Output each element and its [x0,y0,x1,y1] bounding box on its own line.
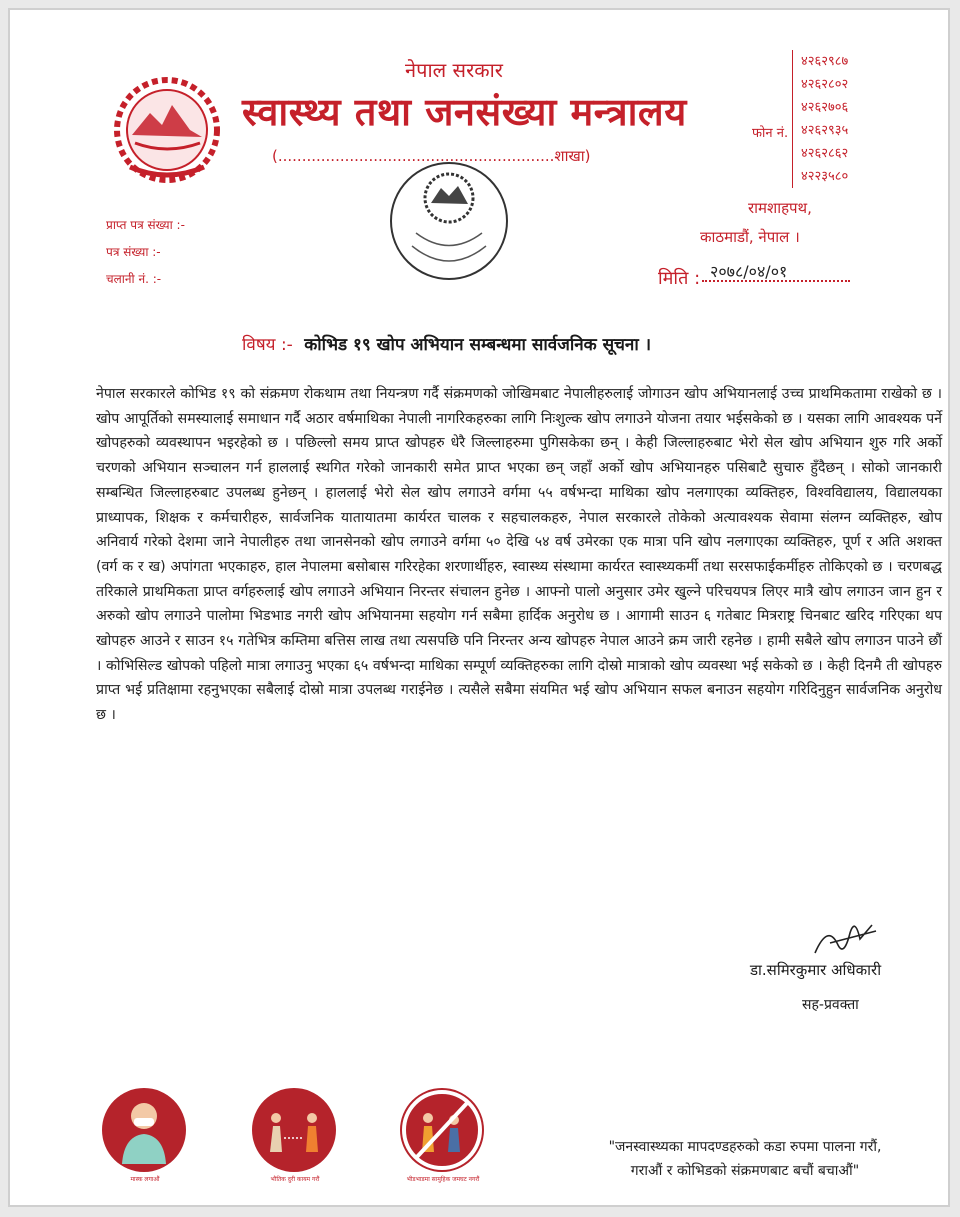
phone-list [792,50,848,188]
received-ref-field: प्राप्त पत्र संख्या :- [106,218,185,232]
subject-label: विषय :- [242,335,293,355]
footer-caption: भीडभाडमा सामुहिक जमघट नगरौं [406,1176,480,1183]
letter-ref-field: पत्र संख्या :- [106,245,161,259]
date-label: मिति : [658,268,701,289]
no-gathering-icon [398,1086,486,1174]
physical-distance-icon [250,1086,338,1174]
signer-name: डा.समिरकुमार अधिकारी [750,961,882,979]
footer-distance-item [250,1086,340,1184]
footer-gathering-item [398,1086,488,1184]
phone-number: ४२६२८०२ [792,73,848,96]
government-name: नेपाल सरकार [405,58,503,82]
nepal-emblem-icon [110,75,225,185]
subject-text: कोभिड १९ खोप अभियान सम्बन्धमा सार्वजनिक सूचना । [304,335,652,355]
signature-scribble-icon [810,913,880,963]
notice-body: नेपाल सरकारले कोभिड १९ को संक्रमण रोकथाम तथा नियन्त्रण गर्दै संक्रमणको जोखिमबाट नेपालीहरुलाई जोगाउन खोप अभियानलाई उच्च प्राथमिकतामा राखेको छ । खोप आपूर्तिको समस्यालाई समाधान गर्दै अठार वर्षमाथिका नेपाली नागरिकहरुका लागि निःशुल्क खोप लगाउने योजना तयार भईसकेको छ । यसका लागि आवश्यक पर्ने खोपहरुको व्यवस्थापन भइरहेको छ । पछिल्लो समय प्राप्त खोपहरु धेरै जिल्लाहरुमा पुगिसकेका छन् । केही जिल्लाहरुबाट भेरो सेल खोप अभियान शुरु गरि अर्को चरणको अभियान सञ्चालन गर्न हाललाई स्थगित गरेको जानकारी समेत प्राप्त भएका छन् जहाँ अर्को खोप अभियानहरु पसिबाटै सुचारु हुँदैछन् । सोको जानकारी सम्बन्धित जिल्लाहरुबाट उपलब्ध हुनेछन् । हाललाई भेरो सेल खोप लगाउने वर्गमा ५५ वर्षभन्दा माथिका खोप नलगाएका व्यक्तिहरु, विश्वविद्यालय, विद्यालयका प्राध्यापक, शिक्षक र कर्मचारीहरु, सार्वजनिक यातायातमा कार्यरत चालक र सहचालकहरु, नेपाल सरकारले तोकेको अत्यावश्यक सेवामा संलग्न व्यक्तिहरु, खोप अनिवार्य गरेको देशमा जाने नेपालीहरु तथा जानसेनको खोप लगाउने वर्गमा ५० देखि ५४ वर्ष उमेरका एक मात्रा पनि खोप नलगाएका व्यक्तिहरु, पूर्ण र अति अशक्त (वर्ग क र ख) अपांगता भएकाहरु, हाल नेपालमा बसोबास गरिरहेका शरणार्थीहरु, स्वास्थ्य संस्थामा कार्यरत स्वास्थ्यकर्मी तथा सरसफाईकर्मीहरु तोकिएको छ । चरणबद्ध तरिकाले प्राथमिकता प्राप्त वर्गहरुलाई खोप लगाउने अभियान निरन्तर संचालन हुनेछ । आफ्नो पालो अनुसार उमेर खुल्ने परिचयपत्र लिएर मात्रै खोप लगाउन जान हुन र अरुको खोप लगाउने पालोमा भिडभाड नगरी खोप अभियानमा सहयोग गर्न सबैमा हार्दिक अनुरोध छ । आगामी साउन ६ गतेबाट मित्रराष्ट्र चिनबाट खरिद गरिएका थप खोपहरु आउने र साउन १५ गतेभित्र कम्तिमा बत्तिस लाख तथा त्यसपछि पनि निरन्तर अन्य खोपहरु नेपाल आउने क्रम जारी रहनेछ । हामी सबैले खोप लगाउन पाउने छौं । कोभिसिल्ड खोपको पहिलो मात्रा लगाउनु भएका ६५ वर्षभन्दा माथिका सम्पूर्ण व्यक्तिहरुका लागि दोस्रो मात्राको खोप व्यवस्था भई सकेको छ । केही दिनमै ती खोपहरु प्राप्त भई प्रतिक्षामा रहनुभएका सबैलाई दोस्रो मात्रा उपलब्ध गराईनेछ । त्यसैले सबैमा संयमित भई खोप अभियान सफल बनाउन सहयोग गरिदिनुहुन सार्वजनिक अनुरोध छ । [96,386,942,724]
phone-number: ४२६२९८७ [792,50,848,73]
phone-number: ४२६२७०६ [792,96,848,119]
phone-label: फोन नं. [752,126,789,141]
signer-title: सह-प्रवक्ता [802,997,859,1013]
phone-number: ४२२३५८० [792,165,848,188]
branch-line: (..........................................................शाखा) [272,147,591,165]
address-street: रामशाहपथ, [748,199,812,217]
phone-number: ४२६२८६२ [792,142,848,165]
footer-caption: भौतिक दुरी कायम गरौं [270,1176,320,1183]
date-underline [702,280,850,282]
footer-caption: मास्क लगाऔं [130,1176,160,1183]
slogan-line-1: "जनस्वास्थ्यका मापदण्डहरुको कडा रुपमा पालना गरौं, [608,1139,882,1155]
ministry-stamp-icon [386,158,512,284]
address-city: काठमाडौं, नेपाल । [700,228,800,246]
footer-mask-item [100,1086,190,1184]
slogan-line-2: गराऔं र कोभिडको संक्रमणबाट बचौं बचाऔं" [630,1163,860,1179]
footer-slogan [550,1135,940,1183]
dispatch-ref-field: चलानी नं. :- [106,272,162,286]
phone-number: ४२६२९३५ [792,119,848,142]
date-value: २०७८/०४/०१ [710,262,788,281]
mask-person-icon [100,1086,188,1174]
subject-line [242,332,651,355]
ministry-name: स्वास्थ्य तथा जनसंख्या मन्त्रालय [242,90,687,134]
letter-page [8,8,950,1207]
